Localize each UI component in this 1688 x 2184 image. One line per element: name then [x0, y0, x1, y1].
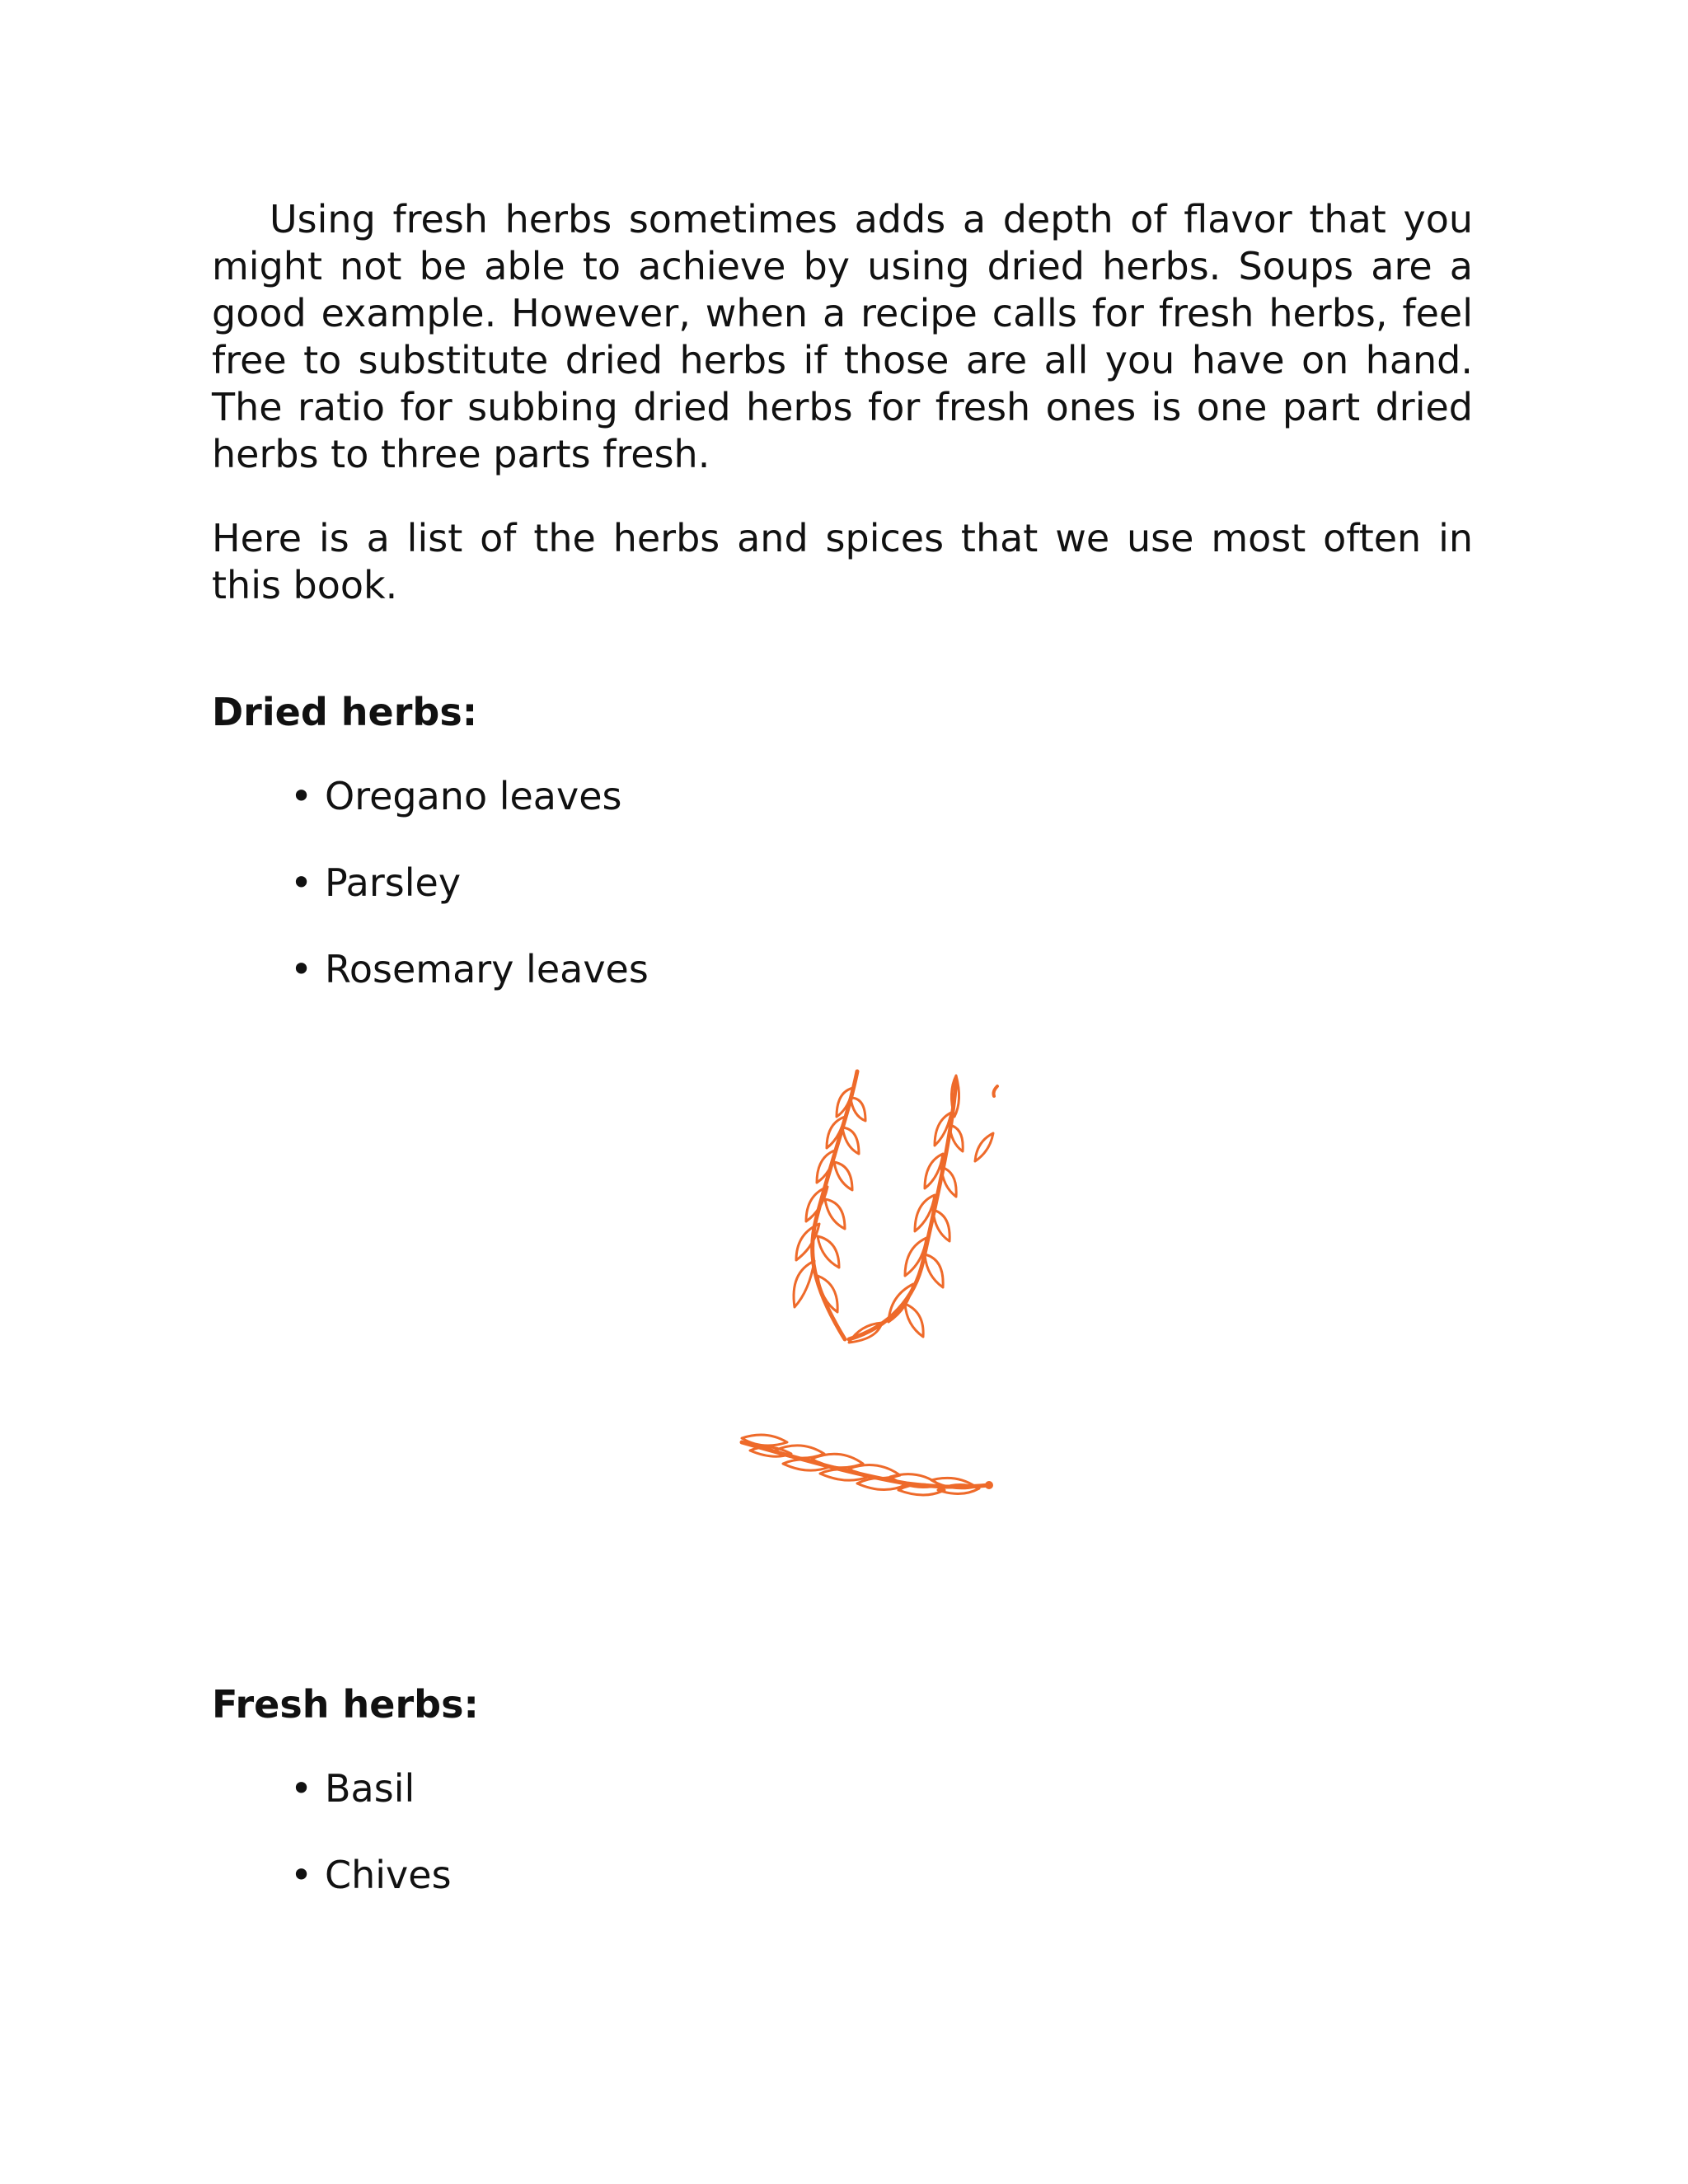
list-item: [290, 946, 1473, 993]
document-body: [212, 196, 1473, 993]
bullet: •: [290, 860, 313, 905]
dried-herbs-heading: Dried herbs:: [212, 690, 478, 734]
intro-paragraph: Using fresh herbs sometimes adds a depth of flavor that you might not be able to achieve by using dried herbs. Soups are a good example. However, when a recipe calls for fresh herbs, feel free to substitute dried herbs if those are all you have on hand. The ratio for subbing dried herbs for fresh ones is one part dried herbs to three parts fresh.: [212, 197, 1473, 476]
bullet: •: [290, 774, 313, 818]
list-item: [290, 860, 1473, 907]
bullet: •: [290, 1853, 313, 1897]
list-item: [290, 1852, 1473, 1899]
fresh-herbs-list: [212, 1765, 1473, 1899]
list-intro-paragraph: Here is a list of the herbs and spices that we use most often in this book.: [212, 516, 1473, 607]
dried-herbs-list: [212, 773, 1473, 993]
bullet: •: [290, 947, 313, 991]
list-item: [290, 1765, 1473, 1812]
rosemary-sprigs-icon: [725, 1063, 1022, 1541]
list-item: [290, 773, 1473, 820]
bullet: •: [290, 1766, 313, 1811]
list-item-label: Basil: [325, 1766, 415, 1811]
list-item-label: Oregano leaves: [325, 774, 622, 818]
fresh-herbs-heading: Fresh herbs:: [212, 1682, 479, 1727]
fresh-herbs-section: [212, 1681, 1473, 1899]
list-item-label: Parsley: [325, 860, 462, 905]
list-item-label: Rosemary leaves: [325, 947, 649, 991]
list-item-label: Chives: [325, 1853, 452, 1897]
